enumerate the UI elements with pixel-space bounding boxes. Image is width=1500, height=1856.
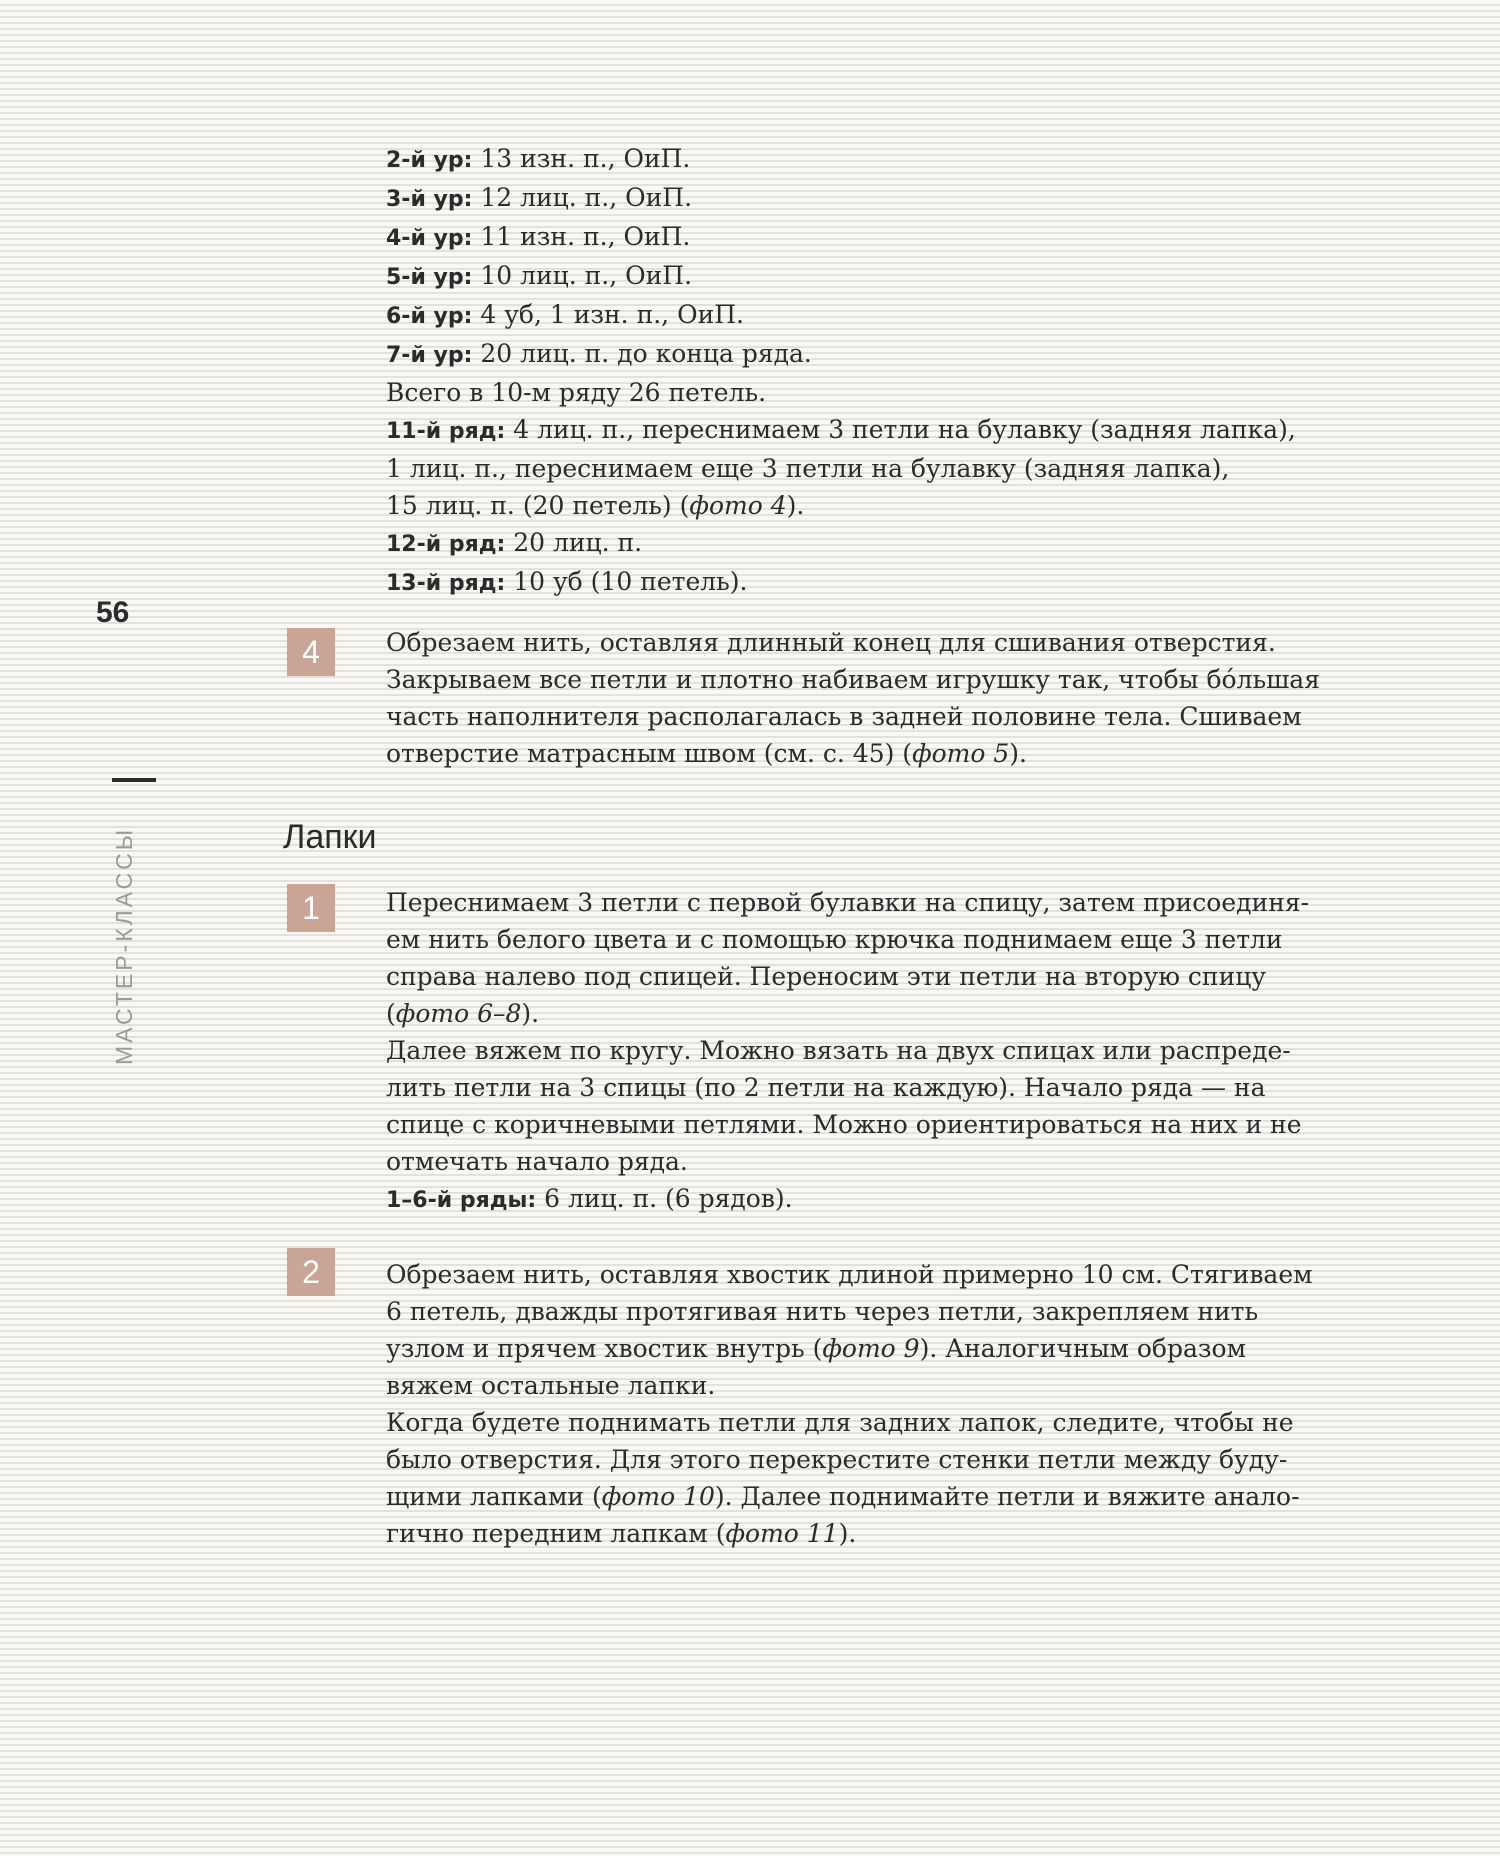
text: гично передним лапкам ( bbox=[386, 1519, 726, 1548]
row-line-continued bbox=[386, 487, 1426, 524]
page-number: 56 bbox=[96, 596, 130, 629]
paragraph-line: Обрезаем нить, оставляя длинный конец для сшивания отверстия. bbox=[386, 628, 1276, 657]
section-title: Лапки bbox=[283, 818, 377, 856]
paragraph-line: отмечать начало ряда. bbox=[386, 1147, 688, 1176]
paragraph-line: вяжем остальные лапки. bbox=[386, 1371, 716, 1400]
text: узлом и прячем хвостик внутрь ( bbox=[386, 1334, 823, 1363]
paragraph-line: справа налево под спицей. Переносим эти петли на вторую спицу bbox=[386, 962, 1267, 991]
row-line bbox=[386, 257, 1426, 296]
paragraph-line: 6 петель, дважды протягивая нить через петли, закрепляем нить bbox=[386, 1297, 1259, 1326]
step-badge: 2 bbox=[287, 1248, 335, 1296]
row-label: 1–6-й ряды: bbox=[386, 1188, 537, 1213]
paragraph-line bbox=[386, 1330, 1426, 1367]
row-label: 7-й ур: bbox=[386, 343, 473, 368]
total-line: Всего в 10-м ряду 26 петель. bbox=[386, 378, 767, 407]
paragraph-line: Переснимаем 3 петли с первой булавки на спицу, затем присоединя- bbox=[386, 888, 1310, 917]
text: ). Далее поднимайте петли и вяжите анало- bbox=[714, 1482, 1300, 1511]
row-text: 20 лиц. п. bbox=[505, 528, 643, 557]
photo-reference: фото 5 bbox=[912, 739, 1010, 768]
row-text: 20 лиц. п. до конца ряда. bbox=[472, 339, 812, 368]
paragraph-line: Закрываем все петли и плотно набиваем игрушку так, чтобы бóльшая bbox=[386, 665, 1320, 694]
photo-reference: фото 6–8 bbox=[395, 999, 522, 1028]
row-text: 15 лиц. п. (20 петель) ( bbox=[386, 491, 690, 520]
text: щими лапками ( bbox=[386, 1482, 602, 1511]
row-line bbox=[386, 296, 1426, 335]
row-text: 11 изн. п., ОиП. bbox=[472, 222, 691, 251]
paragraph-line bbox=[386, 1515, 1426, 1552]
paragraph-line: ем нить белого цвета и с помощью крючка поднимаем еще 3 петли bbox=[386, 925, 1283, 954]
row-label: 12-й ряд: bbox=[386, 532, 506, 557]
row-text: 4 лиц. п., переснимаем 3 петли на булавку (задняя лапка), bbox=[505, 415, 1296, 444]
paragraph-line bbox=[386, 995, 1426, 1032]
row-label: 2-й ур: bbox=[386, 148, 473, 173]
paragraph-line: спице с коричневыми петлями. Можно ориентироваться на них и не bbox=[386, 1110, 1302, 1139]
row-line bbox=[386, 179, 1426, 218]
row-text: 10 лиц. п., ОиП. bbox=[472, 261, 693, 290]
row-line bbox=[386, 335, 1426, 374]
step-4-text bbox=[386, 624, 1426, 772]
photo-reference: фото 11 bbox=[725, 1519, 839, 1548]
row-text: 10 уб (10 петель). bbox=[505, 567, 748, 596]
row-text: 6 лиц. п. (6 рядов). bbox=[536, 1184, 793, 1213]
row-label: 13-й ряд: bbox=[386, 571, 506, 596]
row-label: 5-й ур: bbox=[386, 265, 473, 290]
step-badge: 1 bbox=[287, 884, 335, 932]
paragraph-line bbox=[386, 1478, 1426, 1515]
row-label: 3-й ур: bbox=[386, 187, 473, 212]
paragraph-line bbox=[386, 735, 1426, 772]
text: ). bbox=[1009, 739, 1027, 768]
step-badge: 4 bbox=[287, 628, 335, 676]
row-label: 6-й ур: bbox=[386, 304, 473, 329]
rows-block bbox=[386, 140, 1426, 602]
text: ). bbox=[521, 999, 540, 1028]
photo-reference: фото 9 bbox=[822, 1334, 920, 1363]
section-side-label: МАСТЕР-КЛАССЫ bbox=[111, 826, 137, 1065]
row-line bbox=[386, 563, 1426, 602]
paragraph-line: было отверстия. Для этого перекрестите стенки петли между буду- bbox=[386, 1445, 1288, 1474]
text: ). bbox=[838, 1519, 857, 1548]
paragraph-line: Когда будете поднимать петли для задних лапок, следите, чтобы не bbox=[386, 1408, 1294, 1437]
paws-step-1-text bbox=[386, 884, 1426, 1219]
page-number-rule bbox=[112, 778, 156, 782]
paragraph-line: Далее вяжем по кругу. Можно вязать на двух спицах или распреде- bbox=[386, 1036, 1291, 1065]
text: отверстие матрасным швом (см. с. 45) ( bbox=[386, 739, 913, 768]
text: ). Аналогичным образом bbox=[919, 1334, 1247, 1363]
photo-reference: фото 10 bbox=[601, 1482, 715, 1511]
row-line bbox=[386, 411, 1426, 450]
text: ( bbox=[386, 999, 396, 1028]
row-text: 12 лиц. п., ОиП. bbox=[472, 183, 693, 212]
photo-reference: фото 4 bbox=[689, 491, 787, 520]
row-text: 4 уб, 1 изн. п., ОиП. bbox=[472, 300, 744, 329]
row-text: ). bbox=[786, 491, 805, 520]
paragraph-line: часть наполнителя располагалась в задней половине тела. Сшиваем bbox=[386, 702, 1302, 731]
row-line bbox=[386, 218, 1426, 257]
row-line bbox=[386, 1180, 1426, 1219]
paragraph-line: лить петли на 3 спицы (по 2 петли на каждую). Начало ряда — на bbox=[386, 1073, 1266, 1102]
row-line bbox=[386, 140, 1426, 179]
row-text: 13 изн. п., ОиП. bbox=[472, 144, 691, 173]
row-label: 4-й ур: bbox=[386, 226, 473, 251]
paragraph-line: Обрезаем нить, оставляя хвостик длиной примерно 10 см. Стягиваем bbox=[386, 1260, 1313, 1289]
row-label: 11-й ряд: bbox=[386, 419, 506, 444]
paws-step-2-text bbox=[386, 1256, 1426, 1552]
row-line bbox=[386, 524, 1426, 563]
row-line-continued: 1 лиц. п., переснимаем еще 3 петли на булавку (задняя лапка), bbox=[386, 454, 1230, 483]
